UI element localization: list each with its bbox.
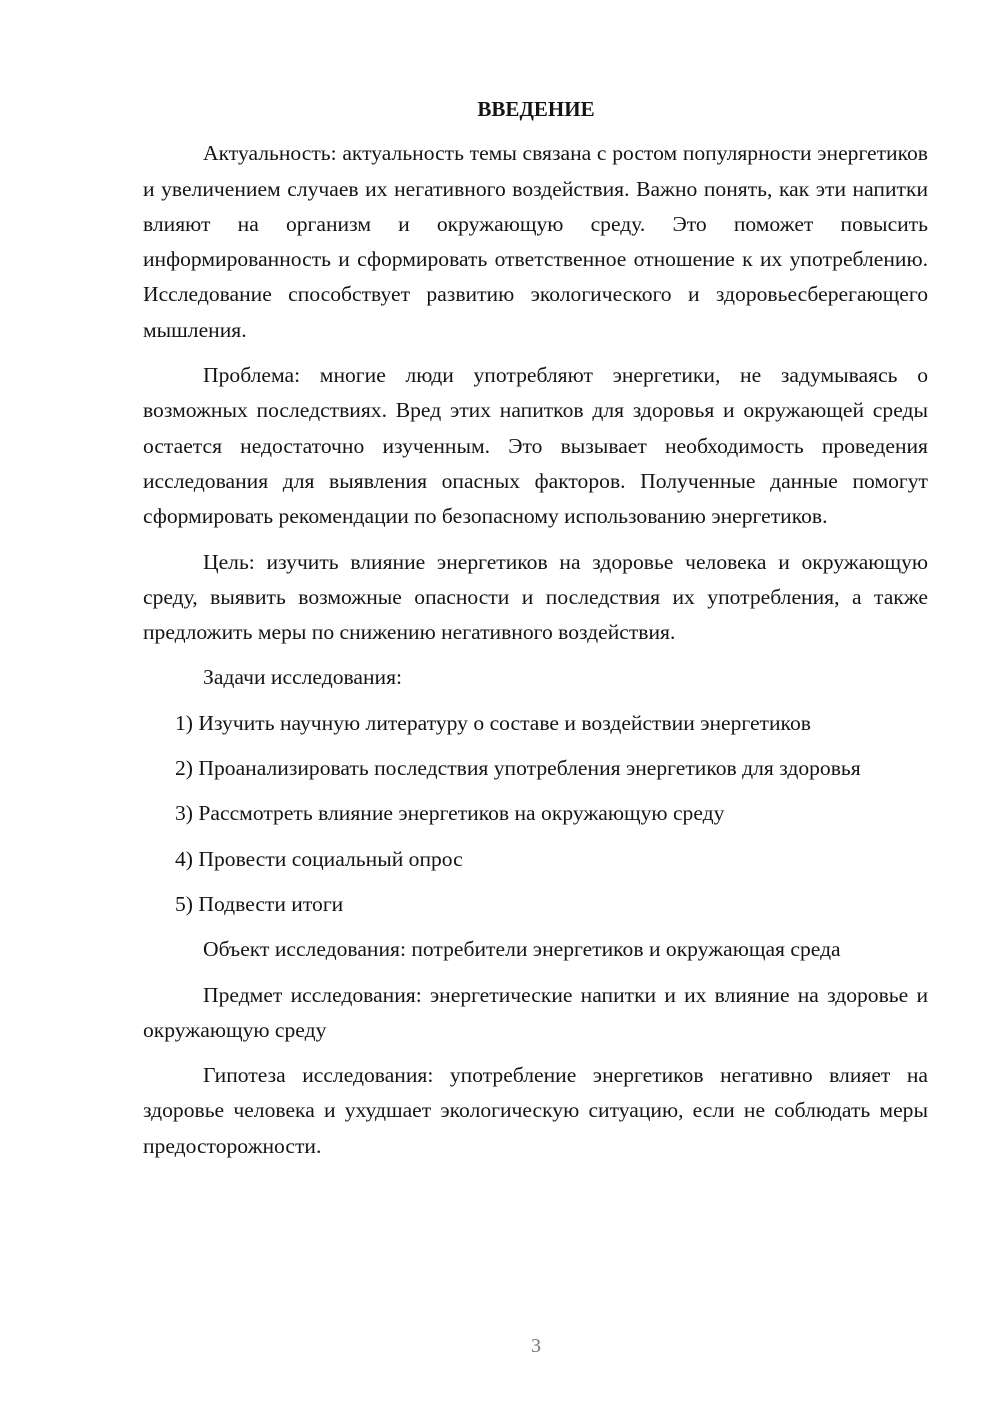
relevance-paragraph: Актуальность: актуальность темы связана с ростом популярности энергетиков и увеличением случаев их негативного воздействия. Важно понять, как эти напитки влияют на организм и окружающую среду. Это поможет повысить информированность и сформировать ответственное отношение к их употреблению. Исследование способствует развитию экологического и здоровьесберегающего мышления.: [143, 141, 928, 342]
page-number: 3: [531, 1335, 541, 1357]
problem-paragraph: Проблема: многие люди употребляют энергетики, не задумываясь о возможных последствиях. Вред этих напитков для здоровья и окружающей среды остается недостаточно изученным. Это вызывает необходимость проведения исследования для выявления опасных факторов. Полученные данные помогут сформировать рекомендации по безопасному использованию энергетиков.: [143, 363, 928, 529]
subject-paragraph: Предмет исследования: энергетические напитки и их влияние на здоровье и окружающую среду: [143, 982, 928, 1042]
page-content: [143, 92, 928, 1174]
list-item: 5) Подвести итоги: [175, 891, 344, 916]
hypothesis-paragraph: Гипотеза исследования: употребление энергетиков негативно влияет на здоровье человека и ухудшает экологическую ситуацию, если не соблюдать меры предосторожности.: [143, 1063, 928, 1158]
tasks-heading: Задачи исследования:: [203, 665, 403, 690]
page-title: ВВЕДЕНИЕ: [477, 97, 595, 121]
tasks-list: [143, 706, 928, 922]
list-item: 3) Рассмотреть влияние энергетиков на окружающую среду: [175, 801, 725, 826]
list-item: 2) Проанализировать последствия употребления энергетиков для здоровья: [175, 756, 861, 781]
list-item: 4) Провести социальный опрос: [175, 846, 463, 871]
list-item: 1) Изучить научную литературу о составе и воздействии энергетиков: [175, 710, 811, 735]
object-paragraph: Объект исследования: потребители энергетиков и окружающая среда: [203, 937, 841, 962]
goal-paragraph: Цель: изучить влияние энергетиков на здоровье человека и окружающую среду, выявить возможные опасности и последствия их употребления, а также предложить меры по снижению негативного воздействия.: [143, 549, 928, 645]
